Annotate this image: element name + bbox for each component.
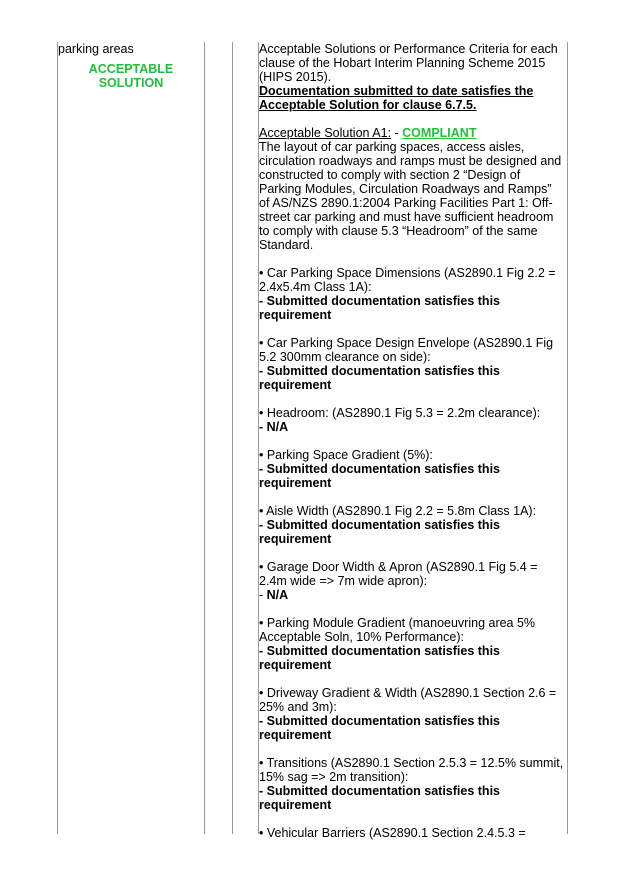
item-result-dash: - [259, 588, 267, 602]
a1-status: COMPLIANT [402, 126, 477, 140]
item-result-value: N/A [266, 588, 289, 602]
table-border-col1 [204, 42, 205, 834]
item-result: - Submitted documentation satisfies this requirement [259, 784, 500, 812]
a1-text: The layout of car parking spaces, access aisles, circulation roadways and ramps must be designed and constructed to comply with section 2 “Design of Parking Modules, Circulation Roadways and Ramps” of AS/NZS 2890.1:2004 Parking Facilities Part 1: Off-street car parking and must have sufficient headroom to comply with clause 5.3 “Headroom” of the same Standard. [259, 140, 562, 252]
item-result: - Submitted documentation satisfies this requirement [259, 462, 500, 490]
item-result: - Submitted documentation satisfies this requirement [259, 294, 500, 322]
list-item [259, 616, 565, 672]
a1-separator: - [391, 126, 403, 140]
intro-statement: Documentation submitted to date satisfies the Acceptable Solution for clause 6.7.5. [259, 84, 534, 112]
a1-heading [259, 126, 565, 140]
item-result: - Submitted documentation satisfies this requirement [259, 644, 500, 672]
item-text: • Driveway Gradient & Width (AS2890.1 Section 2.6 = 25% and 3m): [259, 686, 557, 714]
item-text: • Car Parking Space Dimensions (AS2890.1 Fig 2.2 = 2.4x5.4m Class 1A): [259, 266, 556, 294]
item-result: - Submitted documentation satisfies this requirement [259, 714, 500, 742]
list-item [259, 406, 565, 434]
item-result [259, 588, 565, 602]
table-border-left [57, 42, 58, 834]
item-text: • Transitions (AS2890.1 Section 2.5.3 = 12.5% summit, 15% sag => 2m transition): [259, 756, 564, 784]
item-text: • Vehicular Barriers (AS2890.1 Section 2.4.5.3 = [259, 826, 526, 840]
item-text: • Car Parking Space Design Envelope (AS2890.1 Fig 5.2 300mm clearance on side): [259, 336, 554, 364]
list-item [259, 336, 565, 392]
table-border-col2 [232, 42, 233, 834]
list-item [259, 266, 565, 322]
item-text: • Parking Module Gradient (manoeuvring area 5% Acceptable Soln, 10% Performance): [259, 616, 536, 644]
list-item [259, 560, 565, 602]
intro-text: Acceptable Solutions or Performance Criteria for each clause of the Hobart Interim Planning Scheme 2015 (HIPS 2015). [259, 42, 558, 84]
list-item [259, 686, 565, 742]
table-border-right [567, 42, 568, 834]
list-item [259, 504, 565, 546]
list-item [259, 756, 565, 812]
list-item [259, 448, 565, 490]
row-label: parking areas [58, 42, 134, 56]
item-text: • Parking Space Gradient (5%): [259, 448, 433, 462]
acceptable-solution-heading: ACCEPTABLE SOLUTION [88, 62, 174, 90]
list-item [259, 826, 565, 840]
left-column [58, 42, 204, 90]
assessment-column [259, 42, 565, 840]
item-result: - Submitted documentation satisfies this requirement [259, 518, 500, 546]
item-result: - Submitted documentation satisfies this requirement [259, 364, 500, 392]
a1-label: Acceptable Solution A1: [259, 126, 392, 140]
item-text: • Headroom: (AS2890.1 Fig 5.3 = 2.2m clearance): [259, 406, 541, 420]
item-text: • Garage Door Width & Apron (AS2890.1 Fig 5.4 = 2.4m wide => 7m wide apron): [259, 560, 538, 588]
item-text: • Aisle Width (AS2890.1 Fig 2.2 = 5.8m Class 1A): [259, 504, 537, 518]
item-result: - N/A [259, 420, 289, 434]
